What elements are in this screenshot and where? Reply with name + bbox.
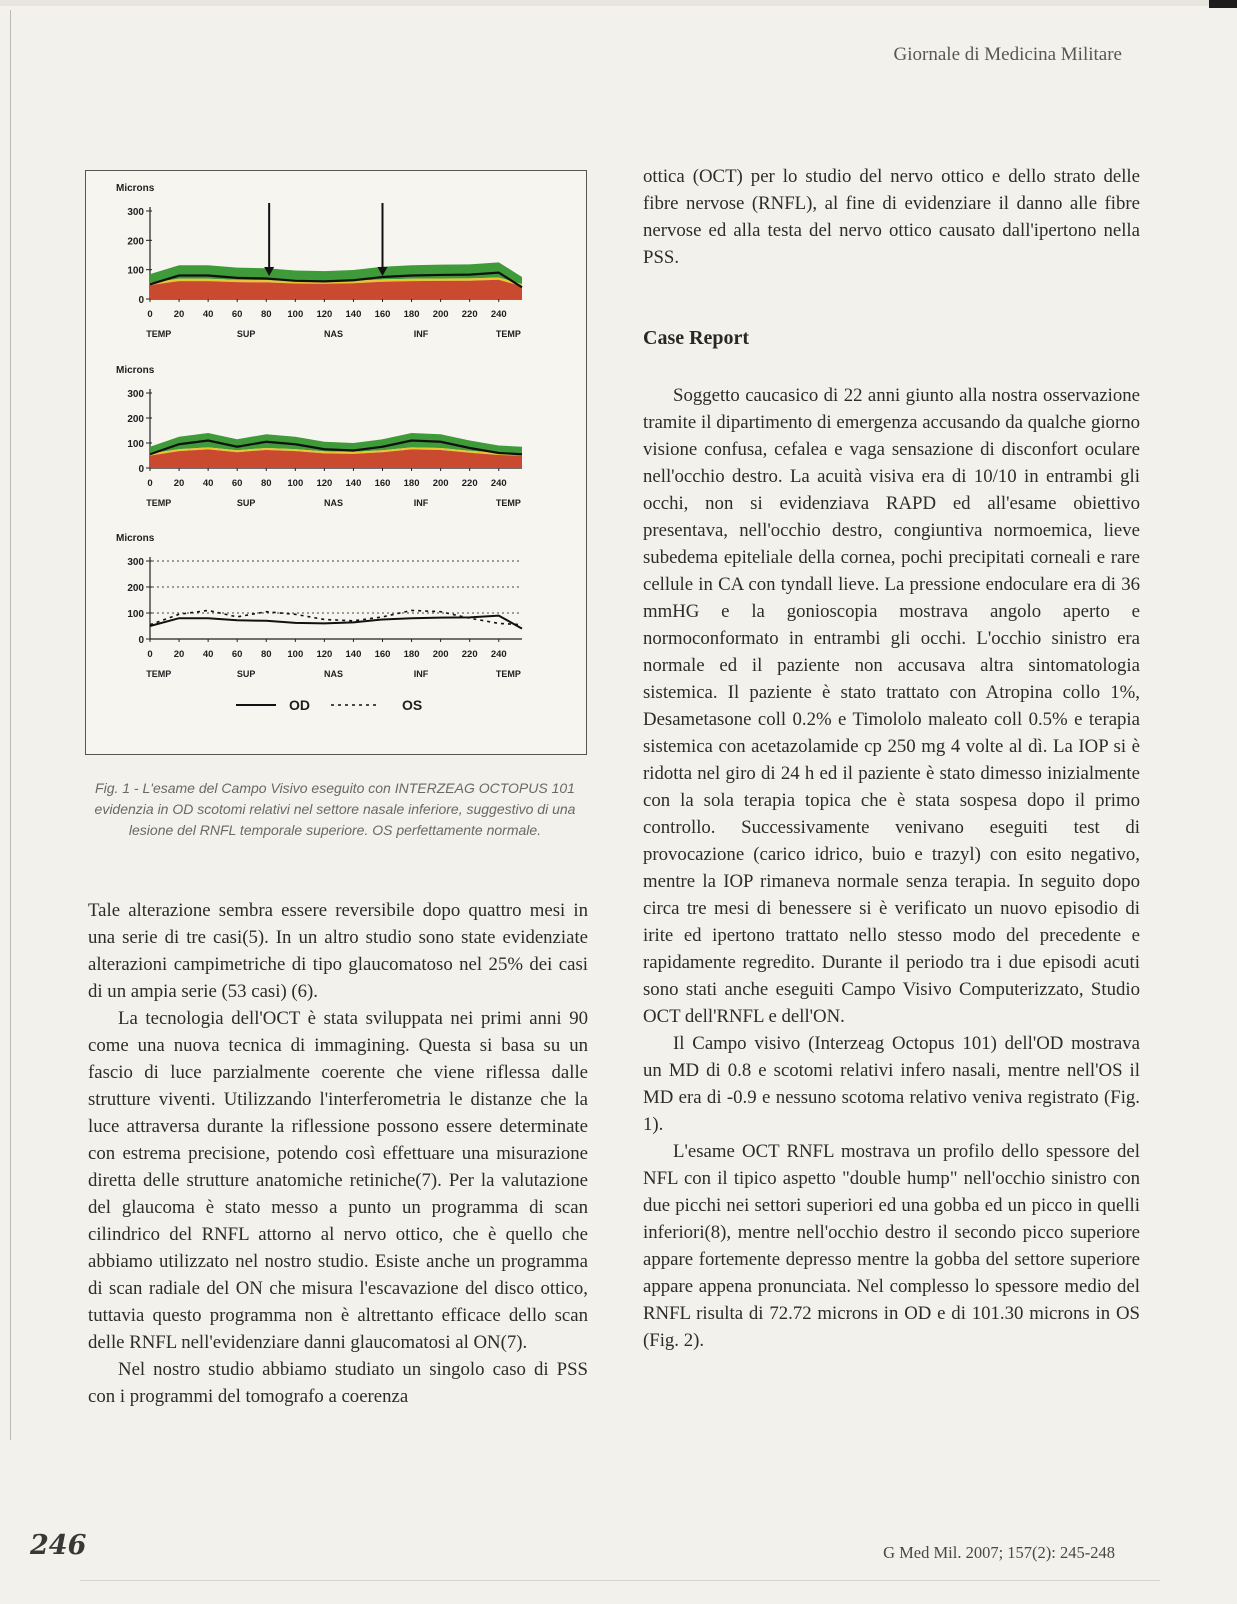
figure-1 bbox=[85, 170, 587, 755]
y-tick-label: 0 bbox=[138, 295, 144, 306]
paragraph: L'esame OCT RNFL mostrava un profilo dello spessore del NFL con il tipico aspetto "double hump" nell'occhio sinistro con due picchi nei settori superiori ed una gobba ed un picco in quelli inferiori(8), mentre nell'occhio destro il secondo picco superiore appare fortemente depresso mentre la gobba del settore superiore appare appena pronunciata. Nel complesso lo spessore medio del RNFL risulta di 72.72 microns in OD e di 101.30 microns in OS (Fig. 2). bbox=[643, 1141, 1140, 1351]
x-tick-label: 20 bbox=[173, 478, 185, 489]
right-column-intro bbox=[643, 163, 1140, 271]
x-tick-label: 20 bbox=[173, 649, 185, 660]
sector-label: NAS bbox=[324, 329, 344, 339]
y-tick-label: 0 bbox=[138, 635, 144, 646]
left-column bbox=[88, 897, 588, 1410]
x-tick-label: 240 bbox=[490, 478, 507, 489]
x-tick-label: 140 bbox=[345, 478, 362, 489]
x-tick-label: 200 bbox=[432, 309, 449, 320]
paragraph: Tale alterazione sembra essere reversibile dopo quattro mesi in una serie di tre casi(5). In un altro studio sono state evidenziate alterazioni campimetriche di tipo glaucomatoso nel 25% dei casi di un ampia serie (53 casi) (6). bbox=[88, 900, 588, 1002]
y-tick-label: 200 bbox=[127, 583, 144, 594]
y-axis-label: Microns bbox=[116, 533, 155, 544]
y-tick-label: 200 bbox=[127, 236, 144, 248]
y-tick-label: 300 bbox=[127, 557, 144, 568]
x-tick-label: 80 bbox=[260, 478, 272, 489]
y-tick-label: 300 bbox=[127, 207, 144, 218]
x-tick-label: 160 bbox=[374, 649, 391, 660]
x-tick-label: 120 bbox=[316, 478, 333, 489]
footer-citation: G Med Mil. 2007; 157(2): 245-248 bbox=[883, 1543, 1115, 1562]
paragraph: Nel nostro studio abbiamo studiato un singolo caso di PSS con i programmi del tomografo a coerenza bbox=[88, 1359, 588, 1407]
section-heading-case-report: Case Report bbox=[643, 327, 750, 349]
x-tick-label: 180 bbox=[403, 478, 420, 489]
x-tick-label: 80 bbox=[260, 309, 272, 320]
x-tick-label: 60 bbox=[231, 478, 243, 489]
sector-label: INF bbox=[413, 498, 429, 508]
y-tick-label: 200 bbox=[127, 414, 144, 425]
x-tick-label: 200 bbox=[432, 649, 449, 660]
legend-os-label: OS bbox=[402, 697, 423, 713]
x-tick-label: 100 bbox=[287, 649, 304, 660]
figure-caption bbox=[85, 778, 585, 841]
x-tick-label: 20 bbox=[173, 309, 185, 320]
sector-label: SUP bbox=[236, 669, 256, 679]
x-tick-label: 140 bbox=[345, 309, 362, 320]
x-tick-label: 100 bbox=[287, 309, 304, 320]
y-axis-label: Microns bbox=[116, 183, 155, 194]
y-tick-label: 300 bbox=[127, 389, 144, 400]
sector-label: SUP bbox=[236, 329, 256, 339]
x-tick-label: 120 bbox=[316, 649, 333, 660]
paragraph: La tecnologia dell'OCT è stata sviluppata nei primi anni 90 come una nuova tecnica di immagining. Questa si basa su un fascio di luce parzialmente coerente che viene riflessa dalle strutture viventi. Utilizzando l'interferometria le distanze che la luce attraversa durante la riflessione possono essere determinate con estrema precisione, potendo così effettuare una misurazione diretta delle strutture anatomiche retiniche(7). Per la valutazione del glaucoma è stato messo a punto un programma di scan cilindrico del RNFL attorno al nervo ottico, che è quello che abbiamo utilizzato nel nostro studio. Esiste anche un programma di scan radiale del ON che misura l'escavazione del disco ottico, tuttavia questo programma non è altrettanto efficace dello scan delle RNFL nell'evidenziare danni glaucomatosi al ON(7). bbox=[88, 1008, 588, 1353]
paragraph: ottica (OCT) per lo studio del nervo ottico e dello strato delle fibre nervose (RNFL), al fine di evidenziare il danno alle fibre nervose ed alla testa del nervo ottico causato dall'ipertono nella PSS. bbox=[643, 166, 1140, 268]
running-header-journal: Giornale di Medicina Militare bbox=[893, 44, 1122, 65]
x-tick-label: 160 bbox=[374, 309, 391, 320]
legend-od-label: OD bbox=[289, 697, 310, 713]
x-tick-label: 0 bbox=[147, 478, 153, 489]
sector-label: NAS bbox=[324, 669, 344, 679]
page-top-edge bbox=[0, 0, 1237, 6]
page-left-edge bbox=[10, 10, 11, 1440]
paragraph: Il Campo visivo (Interzeag Octopus 101) dell'OD mostrava un MD di 0.8 e scotomi relativi infero nasali, mentre nell'OS il MD era di -0.9 e nessuno scotoma relativo veniva registrato (Fig. 1). bbox=[643, 1033, 1140, 1135]
x-tick-label: 240 bbox=[490, 649, 507, 660]
x-tick-label: 220 bbox=[461, 649, 478, 660]
footer-rule bbox=[80, 1580, 1160, 1581]
sector-label: TEMP bbox=[146, 669, 172, 679]
sector-label: TEMP bbox=[146, 498, 172, 508]
x-tick-label: 220 bbox=[461, 309, 478, 320]
sector-label: INF bbox=[413, 329, 429, 339]
y-tick-label: 0 bbox=[138, 464, 144, 475]
x-tick-label: 160 bbox=[374, 478, 391, 489]
y-tick-label: 100 bbox=[127, 609, 144, 620]
series-line-od bbox=[150, 616, 522, 629]
x-tick-label: 80 bbox=[260, 649, 272, 660]
x-tick-label: 140 bbox=[345, 649, 362, 660]
sector-label: SUP bbox=[236, 498, 256, 508]
x-tick-label: 100 bbox=[287, 478, 304, 489]
x-tick-label: 240 bbox=[490, 309, 507, 320]
sector-label: TEMP bbox=[495, 498, 521, 508]
crop-mark bbox=[1209, 0, 1237, 8]
y-axis-label: Microns bbox=[116, 365, 155, 376]
figure-caption-text: - L'esame del Campo Visivo eseguito con INTERZEAG OCTOPUS 101 evidenzia in OD scotomi relativi nel settore nasale inferiore, suggestivo di una lesione del RNFL temporale superiore. OS perfettamente normale. bbox=[94, 780, 576, 838]
sector-label: TEMP bbox=[495, 669, 521, 679]
sector-label: TEMP bbox=[146, 329, 172, 339]
x-tick-label: 220 bbox=[461, 478, 478, 489]
x-tick-label: 40 bbox=[202, 478, 214, 489]
sector-label: NAS bbox=[324, 498, 344, 508]
sector-label: INF bbox=[413, 669, 429, 679]
x-tick-label: 0 bbox=[147, 309, 153, 320]
x-tick-label: 120 bbox=[316, 309, 333, 320]
y-tick-label: 100 bbox=[127, 439, 144, 450]
x-tick-label: 180 bbox=[403, 649, 420, 660]
y-tick-label: 100 bbox=[127, 265, 144, 277]
sector-label: TEMP bbox=[495, 329, 521, 339]
x-tick-label: 0 bbox=[147, 649, 153, 660]
right-column-body bbox=[643, 382, 1140, 1354]
figure-caption-label: Fig. 1 bbox=[95, 780, 131, 796]
x-tick-label: 60 bbox=[231, 309, 243, 320]
x-tick-label: 60 bbox=[231, 649, 243, 660]
paragraph: Soggetto caucasico di 22 anni giunto alla nostra osservazione tramite il dipartimento di emergenza accusando da qualche giorno visione confusa, cefalea e vaga sensazione di disconfort oculare nell'occhio destro. La acuità visiva era di 10/10 in entrambi gli occhi, non si evidenziava RAPD ed all'esame obiettivo presentava, nell'occhio destro, congiuntiva normoemica, lieve subedema epiteliale della cornea, pochi precipitati corneali e rare cellule in CA con tyndall lieve. La pressione endoculare era di 36 mmHG e la gonioscopia mostrava angolo aperto e normoconformato in entrambi gli occhi. L'occhio sinistro era normale ed il paziente non accusava altra sintomatologia sistemica. Il paziente è stato trattato con Atropina collo 1%, Desametasone coll 0.2% e Timololo maleato coll 0.5% e terapia sistemica con acetazolamide cp 250 mg 4 volte al dì. La IOP si è ridotta nel giro di 24 h ed il paziente è stato dimesso inizialmente con la sola terapia topica che è stata sospesa dopo il primo controllo. Successivamente venivano eseguiti test di provocazione (carico idrico, buio e trazyl) con esito negativo, mentre la IOP rimaneva normale senza terapia. In seguito dopo circa tre mesi di benessere si è verificato un nuovo episodio di irite ed ipertono trattato nello stesso modo del precedente e rapidamente regredito. Durante il periodo tra i due episodi acuti sono stati anche eseguiti Campo Visivo Computerizzato, Studio OCT dell'RNFL e dell'ON. bbox=[643, 385, 1140, 1027]
rnfl-charts bbox=[86, 171, 586, 754]
page-number: 246 bbox=[30, 1530, 87, 1561]
x-tick-label: 180 bbox=[403, 309, 420, 320]
x-tick-label: 40 bbox=[202, 649, 214, 660]
x-tick-label: 200 bbox=[432, 478, 449, 489]
x-tick-label: 40 bbox=[202, 309, 214, 320]
